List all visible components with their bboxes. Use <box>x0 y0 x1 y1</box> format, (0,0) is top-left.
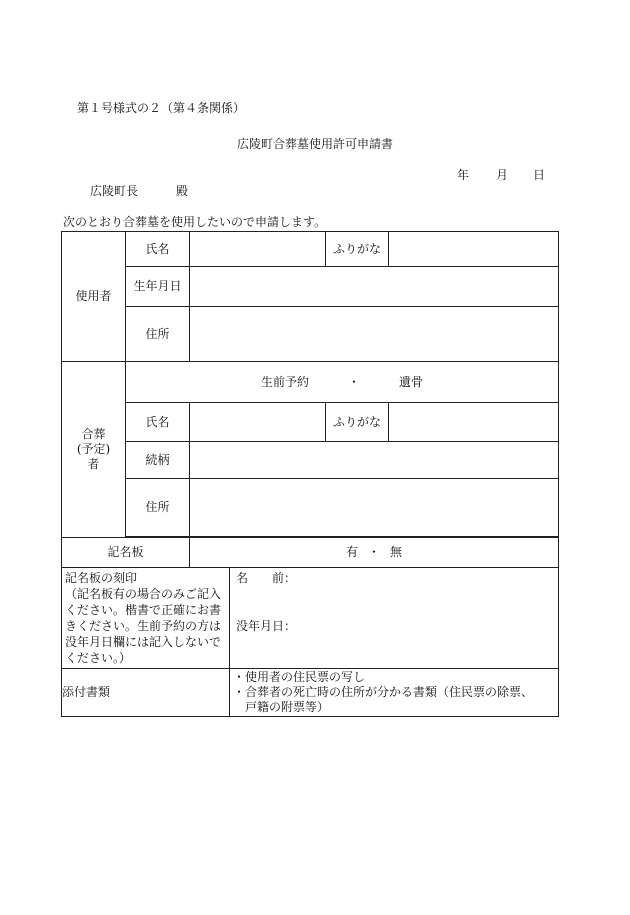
burial-furigana-field[interactable] <box>389 403 559 442</box>
burial-label-line3: 者 <box>87 457 100 471</box>
option-remains[interactable]: 遺骨 <box>399 374 424 389</box>
form-number: 第１号様式の２（第４条関係） <box>77 101 246 115</box>
addressee: 広陵町長 <box>90 184 139 198</box>
engraving-note: （記名板有の場合のみご記入ください。楷書で正確にお書きください。生前予約の方は没年月日欄には記入しないでください。） <box>65 587 222 665</box>
burial-label-line1: 合葬 <box>81 427 106 441</box>
burial-label-line2: (予定) <box>76 442 111 456</box>
attachment-item: ・使用者の住民票の写し <box>233 670 366 684</box>
user-birthdate-field[interactable] <box>190 267 559 307</box>
attachments-label: 添付書類 <box>62 669 230 717</box>
user-furigana-field[interactable] <box>389 232 559 267</box>
nameplate-separator: ・ <box>367 545 380 559</box>
attachment-item: 戸籍の附票等） <box>233 700 330 714</box>
user-furigana-label: ふりがな <box>326 232 389 267</box>
attachments-list <box>230 669 559 717</box>
engraving-death-date-label: 没年月日： <box>236 619 297 633</box>
option-pre-reservation[interactable]: 生前予約 <box>260 374 309 389</box>
burial-relation-field[interactable] <box>190 442 559 479</box>
engraving-label: 記名板の刻印 <box>65 571 138 585</box>
user-section-label: 使用者 <box>62 232 126 362</box>
option-no[interactable]: 無 <box>390 545 403 559</box>
page-title: 広陵町合葬墓使用許可申請書 <box>237 137 394 151</box>
burial-section-label <box>62 362 126 538</box>
attachment-item: ・合葬者の死亡時の住所が分かる書類（住民票の除票、 <box>233 685 534 699</box>
option-yes[interactable]: 有 <box>345 545 358 559</box>
date-month-label: 月 <box>496 168 509 182</box>
burial-name-field[interactable] <box>190 403 326 442</box>
user-name-field[interactable] <box>190 232 326 267</box>
user-name-label: 氏名 <box>126 232 190 267</box>
engraving-label-cell <box>62 568 230 669</box>
nameplate-options[interactable] <box>190 538 559 568</box>
intro-text: 次のとおり合葬墓を使用したいので申請します。 <box>63 215 327 229</box>
nameplate-label: 記名板 <box>62 538 190 568</box>
burial-type-options[interactable] <box>126 362 559 403</box>
burial-address-field[interactable] <box>190 479 559 537</box>
date-day-label: 日 <box>533 168 546 182</box>
engraving-fields[interactable] <box>230 568 559 669</box>
date-year-label: 年 <box>457 168 470 182</box>
user-address-label: 住所 <box>126 307 190 362</box>
burial-furigana-label: ふりがな <box>326 403 389 442</box>
option-separator: ・ <box>347 374 360 389</box>
user-birthdate-label: 生年月日 <box>126 267 190 307</box>
engraving-name-label: 名 前： <box>236 571 297 585</box>
user-address-field[interactable] <box>190 307 559 362</box>
burial-relation-label: 続柄 <box>126 442 190 479</box>
burial-name-label: 氏名 <box>126 403 190 442</box>
honorific: 殿 <box>176 184 189 198</box>
burial-address-label: 住所 <box>126 479 190 537</box>
application-form-table <box>61 231 559 717</box>
